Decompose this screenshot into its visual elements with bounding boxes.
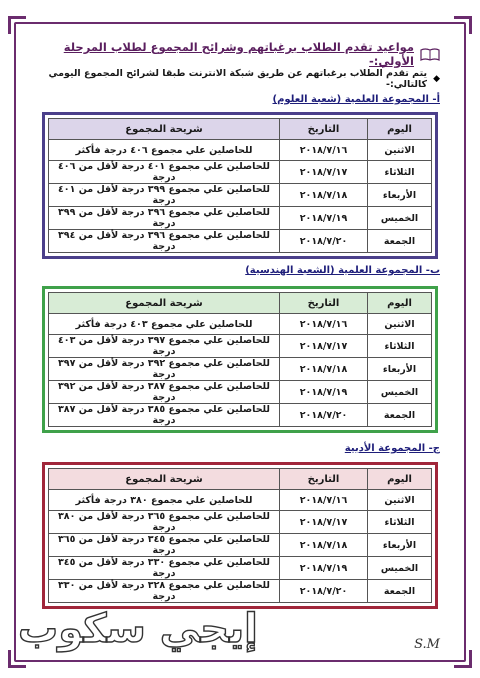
table-row: [49, 335, 432, 358]
cell-date: ٢٠١٨/٧/١٨: [280, 184, 368, 207]
cell-range: للحاصلين علي مجموع ٤٠٦ درجة فأكثر: [49, 140, 280, 161]
corner-ornament: [454, 650, 472, 668]
cell-date: ٢٠١٨/٧/١٦: [280, 314, 368, 335]
cell-range: للحاصلين علي مجموع ٣٨٥ درجة لأقل من ٣٨٧ درجة: [49, 404, 280, 427]
table-row: [49, 140, 432, 161]
column-header-date: التاريخ: [280, 293, 368, 314]
cell-day: الأربعاء: [368, 358, 432, 381]
section-heading-literary: ج- المجموعة الأدبية: [344, 443, 440, 454]
cell-day: الخميس: [368, 381, 432, 404]
cell-date: ٢٠١٨/٧/١٧: [280, 335, 368, 358]
table-row: [49, 381, 432, 404]
cell-range: للحاصلين علي مجموع ٣٢٨ درجة لأقل من ٣٣٠ درجة: [49, 580, 280, 603]
table-science: [42, 112, 438, 259]
cell-range: للحاصلين علي مجموع ٤٠٣ درجة فأكثر: [49, 314, 280, 335]
column-header-date: التاريخ: [280, 119, 368, 140]
table-row: [49, 404, 432, 427]
cell-range: للحاصلين علي مجموع ٣٩٦ درجة لأقل من ٣٩٩ درجة: [49, 207, 280, 230]
signature: S.M: [414, 637, 440, 652]
cell-day: الجمعة: [368, 404, 432, 427]
schedule-table: [48, 468, 432, 603]
table-row: [49, 230, 432, 253]
intro-text: يتم تقدم الطلاب برغباتهم عن طريق شبكة الانترنت طبقا لشرائح المجموع اليومي كالتالي:-: [48, 68, 428, 90]
cell-day: الخميس: [368, 557, 432, 580]
cell-date: ٢٠١٨/٧/١٩: [280, 557, 368, 580]
cell-range: للحاصلين علي مجموع ٣٩٦ درجة لأقل من ٣٩٤ درجة: [49, 230, 280, 253]
table-literary: [42, 462, 438, 609]
page-title: [60, 40, 440, 68]
table-row: [49, 184, 432, 207]
watermark-logo: إيجي سكوب: [18, 606, 258, 652]
corner-ornament: [8, 650, 26, 668]
cell-range: للحاصلين علي مجموع ٣٦٥ درجة لأقل من ٣٨٠ درجة: [49, 511, 280, 534]
table-engineering: [42, 286, 438, 433]
column-header-range: شريحة المجموع: [49, 469, 280, 490]
section-heading-science: أ- المجموعة العلمية (شعبة العلوم): [272, 94, 440, 105]
column-header-day: اليوم: [368, 469, 432, 490]
cell-day: الخميس: [368, 207, 432, 230]
cell-day: الثلاثاء: [368, 511, 432, 534]
cell-date: ٢٠١٨/٧/١٦: [280, 490, 368, 511]
section-heading-engineering: ب- المجموعة العلمية (الشعبة الهندسية): [245, 265, 440, 276]
book-icon: [420, 47, 440, 61]
cell-date: ٢٠١٨/٧/١٦: [280, 140, 368, 161]
cell-date: ٢٠١٨/٧/١٧: [280, 161, 368, 184]
cell-day: الاثنين: [368, 314, 432, 335]
cell-range: للحاصلين علي مجموع ٣٨٧ درجة لأقل من ٣٩٢ درجة: [49, 381, 280, 404]
table-row: [49, 314, 432, 335]
cell-range: للحاصلين علي مجموع ٣٩٩ درجة لأقل من ٤٠١ درجة: [49, 184, 280, 207]
cell-day: الاثنين: [368, 490, 432, 511]
column-header-day: اليوم: [368, 293, 432, 314]
schedule-table: [48, 292, 432, 427]
title-text: مواعيد تقدم الطلاب برغباتهم وشرائح المجموع لطلاب المرحلة الأولي:-: [63, 40, 414, 68]
cell-range: للحاصلين علي مجموع ٣٩٧ درجة لأقل من ٤٠٣ درجة: [49, 335, 280, 358]
cell-date: ٢٠١٨/٧/١٩: [280, 207, 368, 230]
cell-day: الأربعاء: [368, 184, 432, 207]
cell-date: ٢٠١٨/٧/٢٠: [280, 580, 368, 603]
cell-range: للحاصلين علي مجموع ٣٣٠ درجة لأقل من ٣٤٥ درجة: [49, 557, 280, 580]
cell-range: للحاصلين علي مجموع ٣٤٥ درجة لأقل من ٣٦٥ درجة: [49, 534, 280, 557]
table-row: [49, 161, 432, 184]
cell-range: للحاصلين علي مجموع ٣٩٢ درجة لأقل من ٣٩٧ درجة: [49, 358, 280, 381]
intro-line: [40, 68, 440, 90]
table-row: [49, 511, 432, 534]
column-header-range: شريحة المجموع: [49, 293, 280, 314]
column-header-day: اليوم: [368, 119, 432, 140]
cell-date: ٢٠١٨/٧/١٩: [280, 381, 368, 404]
table-row: [49, 207, 432, 230]
column-header-date: التاريخ: [280, 469, 368, 490]
diamond-bullet-icon: ◆: [433, 74, 440, 84]
table-row: [49, 580, 432, 603]
table-row: [49, 534, 432, 557]
table-row: [49, 557, 432, 580]
corner-ornament: [8, 16, 26, 34]
schedule-table: [48, 118, 432, 253]
cell-day: الأربعاء: [368, 534, 432, 557]
cell-day: الثلاثاء: [368, 161, 432, 184]
cell-day: الجمعة: [368, 580, 432, 603]
table-row: [49, 358, 432, 381]
corner-ornament: [454, 16, 472, 34]
cell-date: ٢٠١٨/٧/٢٠: [280, 404, 368, 427]
cell-range: للحاصلين علي مجموع ٣٨٠ درجة فأكثر: [49, 490, 280, 511]
cell-day: الجمعة: [368, 230, 432, 253]
cell-day: الثلاثاء: [368, 335, 432, 358]
table-row: [49, 490, 432, 511]
cell-date: ٢٠١٨/٧/٢٠: [280, 230, 368, 253]
cell-date: ٢٠١٨/٧/١٨: [280, 534, 368, 557]
cell-date: ٢٠١٨/٧/١٨: [280, 358, 368, 381]
cell-date: ٢٠١٨/٧/١٧: [280, 511, 368, 534]
cell-range: للحاصلين علي مجموع ٤٠١ درجة لأقل من ٤٠٦ درجة: [49, 161, 280, 184]
column-header-range: شريحة المجموع: [49, 119, 280, 140]
cell-day: الاثنين: [368, 140, 432, 161]
